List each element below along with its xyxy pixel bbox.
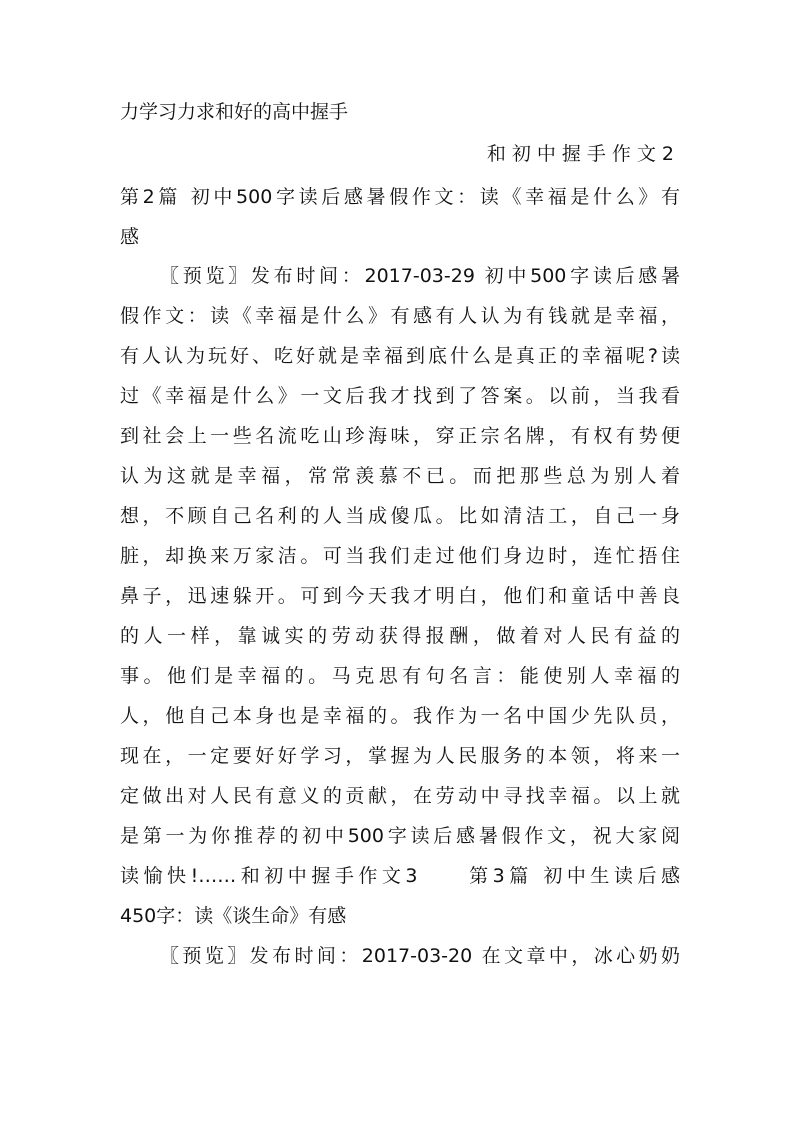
text-line: 有人认为玩好、吃好就是幸福到底什么是真正的幸福呢?读 bbox=[120, 345, 680, 367]
text-line: 认为这就是幸福，常常羡慕不已。而把那些总为别人着 bbox=[120, 465, 680, 487]
paragraph-start: 〖预览〗发布时间：2017-03-20 在文章中，冰心奶奶 bbox=[160, 945, 680, 967]
text-line: 鼻子，迅速躲开。可到今天我才明白，他们和童话中善良 bbox=[120, 585, 680, 607]
text-line: 人，他自己本身也是幸福的。我作为一名中国少先队员， bbox=[120, 705, 680, 727]
paragraph-start: 〖预览〗发布时间：2017-03-29 初中500字读后感暑 bbox=[160, 265, 680, 287]
text-line: 到社会上一些名流吃山珍海味，穿正宗名牌，有权有势便 bbox=[120, 425, 680, 447]
text-line: 脏，却换来万家洁。可当我们走过他们身边时，连忙捂住 bbox=[120, 545, 680, 567]
article-title-continued: 感 bbox=[120, 226, 140, 248]
article-title: 第2篇 初中500字读后感暑假作文：读《幸福是什么》有 bbox=[120, 186, 680, 208]
text-line: 的人一样，靠诚实的劳动获得报酬，做着对人民有益的 bbox=[120, 625, 680, 647]
text-line: 想，不顾自己名利的人当成傻瓜。比如清洁工，自己一身 bbox=[120, 505, 680, 527]
text-line: 现在，一定要好好学习，掌握为人民服务的本领，将来一 bbox=[120, 745, 680, 767]
text-line: 过《幸福是什么》一文后我才找到了答案。以前，当我看 bbox=[120, 385, 680, 407]
text-line: 是第一为你推荐的初中500字读后感暑假作文，祝大家阅 bbox=[120, 825, 680, 847]
text-line: 假作文：读《幸福是什么》有感有人认为有钱就是幸福， bbox=[120, 305, 680, 327]
text-line: 450字：读《谈生命》有感 bbox=[120, 905, 347, 927]
text-line: 事。他们是幸福的。马克思有句名言：能使别人幸福的 bbox=[120, 665, 680, 687]
text-line: 定做出对人民有意义的贡献，在劳动中寻找幸福。以上就 bbox=[120, 785, 680, 807]
text-line: 读愉快!……和初中握手作文3 第3篇 初中生读后感 bbox=[120, 865, 680, 887]
section-heading: 和初中握手作文2 bbox=[486, 143, 680, 165]
text-line: 力学习力求和好的高中握手 bbox=[120, 101, 349, 123]
